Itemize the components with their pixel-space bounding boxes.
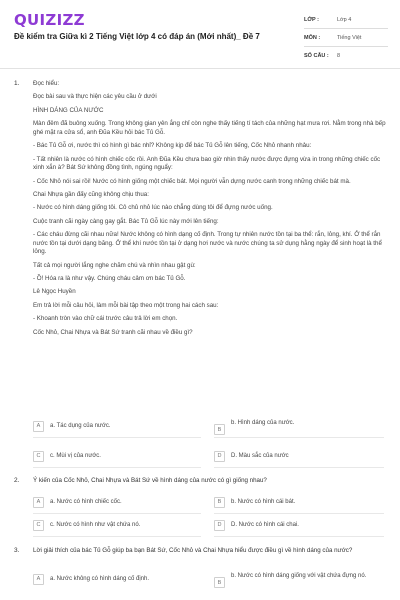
option-letter-box[interactable]: B bbox=[214, 424, 225, 435]
option-text: D. Nước có hình cái chai. bbox=[231, 522, 299, 528]
meta-class-key: LỚP : bbox=[304, 16, 319, 23]
question-3-prompt: Lời giải thích của bác Tủ Gỗ giúp ba bạn Bát Sứ, Cốc Nhỏ và Chai Nhựa hiểu được điều gì về hình dáng của nước? bbox=[33, 547, 353, 554]
worksheet-title: Đề kiểm tra Giữa kì 2 Tiếng Việt lớp 4 có đáp án (Mới nhất)_ Đề 7 bbox=[14, 32, 260, 41]
option-divider bbox=[33, 467, 201, 468]
q2-option-b[interactable] bbox=[214, 495, 295, 509]
question-2-number: 2. bbox=[14, 477, 20, 484]
option-text: c. Mùi vị của nước. bbox=[50, 453, 101, 459]
q2-option-d[interactable] bbox=[214, 518, 299, 532]
passage-paragraph: Lê Ngọc Huyền bbox=[33, 288, 76, 296]
passage-paragraph: - Bác Tủ Gỗ ơi, nước thì có hình gì bác nhỉ? Không kịp để bác Tủ Gỗ lên tiếng, Cốc Nhỏ nhanh nhảu: bbox=[33, 142, 312, 150]
question-1-number: 1. bbox=[14, 80, 20, 87]
passage-paragraph: Chai Nhựa gần đấy cũng không chịu thua: bbox=[33, 190, 149, 198]
passage-paragraph: Cuộc tranh cãi ngày càng gay gắt. Bác Tủ Gỗ lúc này mới lên tiếng: bbox=[33, 217, 219, 225]
option-text: D. Màu sắc của nước bbox=[231, 453, 289, 459]
passage-paragraph: - Nước có hình dáng giống tôi. Cô chủ nhỏ lúc nào chẳng dùng tôi để đựng nước uống. bbox=[33, 204, 273, 212]
question-3-number: 3. bbox=[14, 547, 20, 554]
meta-count-key: SỐ CÂU : bbox=[304, 52, 329, 59]
option-letter-box[interactable]: D bbox=[214, 520, 225, 531]
option-letter-box[interactable]: C bbox=[33, 451, 44, 462]
option-letter-box[interactable]: A bbox=[33, 574, 44, 585]
meta-class-value: Lớp 4 bbox=[337, 16, 352, 23]
meta-subject-key: MÔN : bbox=[304, 34, 321, 41]
passage-paragraph: - Cốc Nhỏ nói sai rồi! Nước có hình giống một chiếc bát. Mọi người vẫn dựng nước canh trong những chiếc bát mà. bbox=[33, 177, 351, 185]
q1-option-b[interactable] bbox=[214, 413, 294, 435]
q1-option-d[interactable] bbox=[214, 449, 289, 463]
option-divider bbox=[33, 437, 201, 438]
question-2-prompt: Ý kiến của Cốc Nhỏ, Chai Nhựa và Bát Sứ về hình dáng của nước có gì giống nhau? bbox=[33, 477, 267, 484]
q1-option-a[interactable] bbox=[33, 419, 111, 433]
option-letter-box[interactable]: B bbox=[214, 577, 225, 588]
q3-option-b[interactable] bbox=[214, 566, 366, 588]
quizizz-logo[interactable]: QUIZIZZ bbox=[14, 11, 85, 29]
passage-paragraph: - Khoanh tròn vào chữ cái trước câu trả lời em chọn. bbox=[33, 315, 178, 323]
passage-paragraph: - Các cháu đừng cãi nhau nữa! Nước không có hình dạng cố định. Trong tự nhiên nước tồn tại ba thể: rắn, lỏng, khí. Ở thể rắn nước tồn tại dưới dạng băng. Ở thể khí nước tồn tại ở dạng hơi nước và nước chúng ta sử dụng hằng ngày để sinh hoạt là thể lỏng. bbox=[33, 231, 382, 256]
option-text: b. Nước có hình dáng giống với vật chứa đựng nó. bbox=[231, 573, 367, 579]
passage-paragraph: - Ồ! Hóa ra là như vậy. Chúng cháu cảm ơn bác Tủ Gỗ. bbox=[33, 275, 186, 282]
passage-paragraph: Đọc hiểu: bbox=[33, 80, 60, 87]
option-divider bbox=[214, 536, 384, 537]
option-text: a. Nước có hình chiếc cốc. bbox=[50, 499, 122, 505]
meta-class-row bbox=[304, 11, 388, 29]
q3-option-a[interactable] bbox=[33, 572, 149, 586]
worksheet-meta bbox=[304, 11, 388, 64]
option-text: c. Nước có hình như vật chứa nó. bbox=[50, 522, 141, 528]
option-text: b. Hình dáng của nước. bbox=[231, 420, 295, 426]
option-text: a. Nước không có hình dáng cố định. bbox=[50, 576, 150, 582]
meta-subject-row bbox=[304, 29, 388, 47]
passage-paragraph: HÌNH DÁNG CỦA NƯỚC bbox=[33, 106, 104, 114]
q2-option-a[interactable] bbox=[33, 495, 122, 509]
option-divider bbox=[214, 467, 384, 468]
passage-paragraph: - Tất nhiên là nước có hình chiếc cốc rồi. Anh Đũa Kều chưa bao giờ nhìn thấy nước được đựng vừa in trong những chiếc cốc xinh xắn à? Bát Sứ không đồng tình, ngúng nguẩy: bbox=[33, 155, 381, 172]
option-letter-box[interactable]: A bbox=[33, 497, 44, 508]
question-1-prompt: Cốc Nhỏ, Chai Nhựa và Bát Sứ tranh cãi nhau về điều gì? bbox=[33, 328, 193, 336]
option-text: b. Nước có hình cái bát. bbox=[231, 499, 296, 505]
passage-paragraph: Đọc bài sau và thực hiện các yêu cầu ở dưới bbox=[33, 93, 157, 101]
worksheet-header bbox=[0, 0, 400, 69]
passage-paragraph: Màn đêm đã buông xuống. Trong không gian yên ắng chỉ còn nghe thấy tiếng tí tách của những hạt mưa rơi. Nằm trong nhà bếp ghé mặt ra cửa sổ, anh Đũa Kều hỏi bác Tủ Gỗ. bbox=[33, 120, 386, 136]
option-letter-box[interactable]: C bbox=[33, 520, 44, 531]
meta-count-value: 8 bbox=[337, 52, 341, 59]
q1-option-c[interactable] bbox=[33, 449, 101, 463]
option-text: a. Tác dụng của nước. bbox=[50, 423, 111, 429]
option-letter-box[interactable]: D bbox=[214, 451, 225, 462]
option-divider bbox=[214, 513, 384, 514]
option-divider bbox=[214, 437, 384, 438]
q2-option-c[interactable] bbox=[33, 518, 140, 532]
passage-paragraph: Em trả lời mỗi câu hỏi, làm mỗi bài tập theo một trong hai cách sau: bbox=[33, 301, 219, 309]
option-letter-box[interactable]: B bbox=[214, 497, 225, 508]
question-1-passage bbox=[33, 80, 386, 342]
meta-count-row bbox=[304, 47, 388, 64]
passage-paragraph: Tất cả mọi người lắng nghe chăm chú và nhìn nhau gật gù: bbox=[33, 261, 196, 269]
option-letter-box[interactable]: A bbox=[33, 421, 44, 432]
option-divider bbox=[33, 536, 201, 537]
option-divider bbox=[33, 513, 201, 514]
meta-subject-value: Tiếng Việt bbox=[337, 34, 362, 41]
